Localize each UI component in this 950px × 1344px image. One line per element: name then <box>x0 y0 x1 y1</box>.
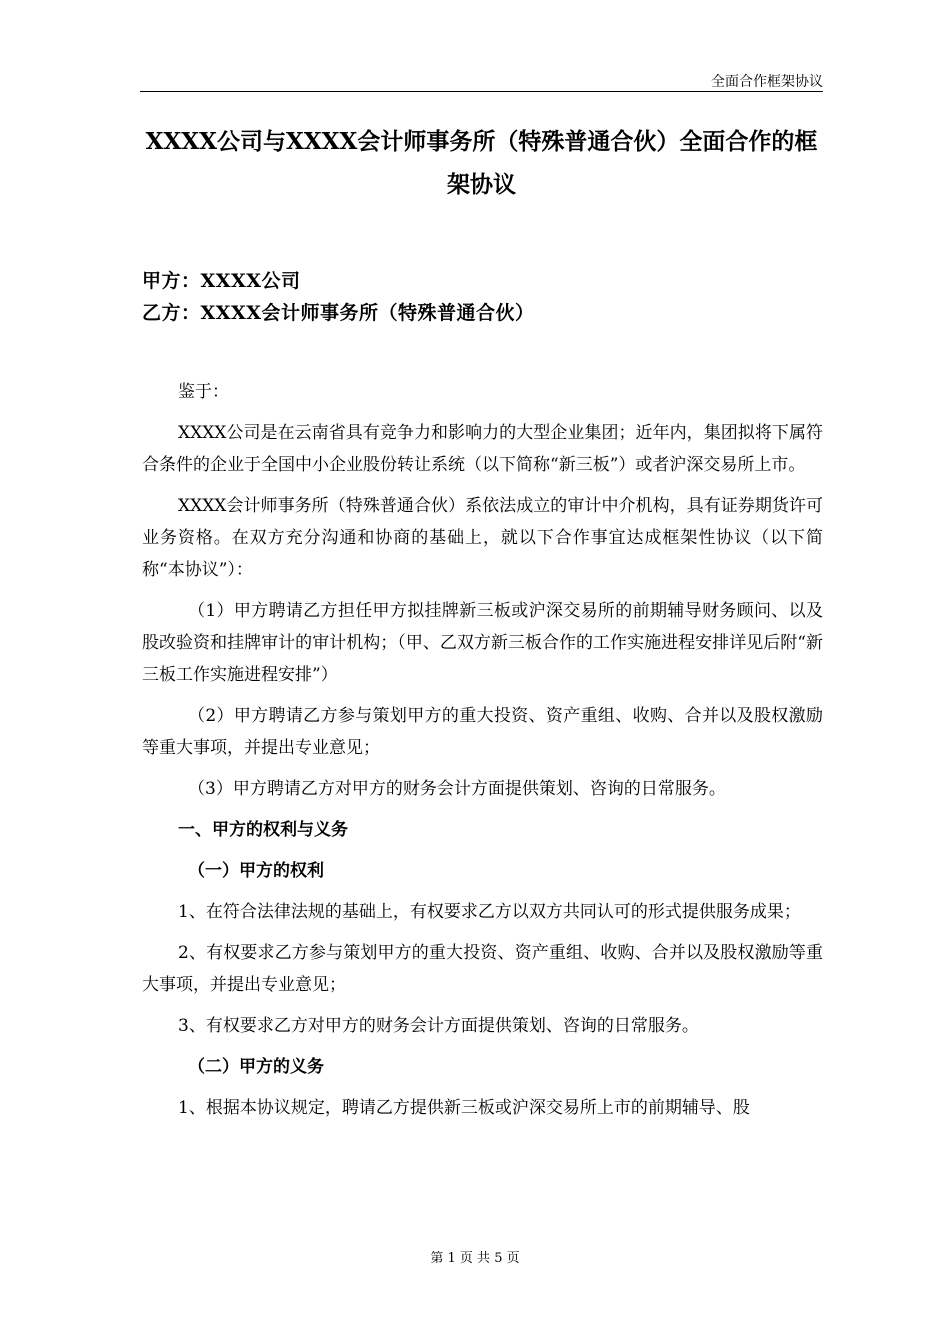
section-heading-1: 一、甲方的权利与义务 <box>178 820 348 840</box>
document-title: XXXX公司与XXXX会计师事务所（特殊普通合伙）全面合作的框架协议 <box>145 128 818 198</box>
clause-item-1: （1）甲方聘请乙方担任甲方拟挂牌新三板或沪深交易所的前期辅导财务顾问、以及股改验资和挂牌审计的审计机构；（甲、乙双方新三板合作的工作实施进程安排详见后附“新三板工作实施进程安排”） <box>142 601 823 685</box>
right-item-3: 3、有权要求乙方对甲方的财务会计方面提供策划、咨询的日常服务。 <box>178 1016 699 1036</box>
party-b: 乙方：XXXX会计师事务所（特殊普通合伙） <box>142 302 535 324</box>
running-header: 全面合作框架协议 <box>711 74 823 90</box>
obligation-item-1: 1、根据本协议规定，聘请乙方提供新三板或沪深交易所上市的前期辅导、股 <box>178 1098 750 1118</box>
header-divider <box>140 91 823 92</box>
subsection-heading-obligations: （二）甲方的义务 <box>188 1057 324 1077</box>
party-a: 甲方：XXXX公司 <box>142 270 301 292</box>
paragraph-firm: XXXX会计师事务所（特殊普通合伙）系依法成立的审计中介机构，具有证券期货许可业务资格。在双方充分沟通和协商的基础上，就以下合作事宜达成框架性协议（以下简称“本协议”）： <box>142 496 823 580</box>
subsection-heading-rights: （一）甲方的权利 <box>188 861 324 881</box>
page-number: 第 1 页 共 5 页 <box>430 1251 520 1266</box>
whereas-label: 鉴于： <box>178 382 229 402</box>
right-item-1: 1、在符合法律法规的基础上，有权要求乙方以双方共同认可的形式提供服务成果； <box>178 902 801 922</box>
paragraph-company: XXXX公司是在云南省具有竞争力和影响力的大型企业集团；近年内，集团拟将下属符合条件的企业于全国中小企业股份转让系统（以下简称“新三板”）或者沪深交易所上市。 <box>142 423 823 475</box>
document-body <box>142 376 823 1124</box>
right-item-2: 2、有权要求乙方参与策划甲方的重大投资、资产重组、收购、合并以及股权激励等重大事项，并提出专业意见； <box>142 943 823 995</box>
clause-item-2: （2）甲方聘请乙方参与策划甲方的重大投资、资产重组、收购、合并以及股权激励等重大事项，并提出专业意见； <box>142 706 823 758</box>
clause-item-3: （3）甲方聘请乙方对甲方的财务会计方面提供策划、咨询的日常服务。 <box>188 779 726 799</box>
